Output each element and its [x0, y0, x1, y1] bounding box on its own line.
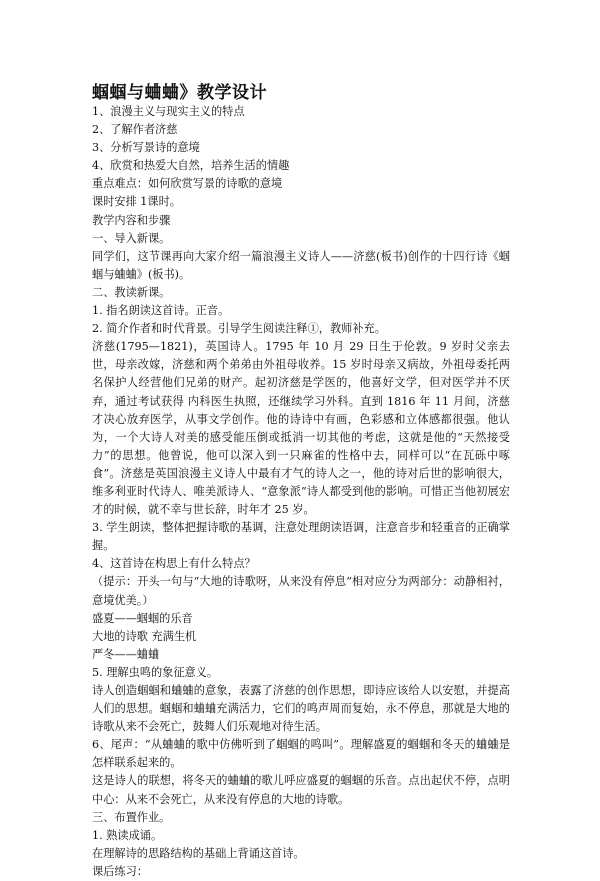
section3-text: 在理解诗的思路结构的基础上背诵这首诗。 [92, 846, 305, 860]
section3-heading: 三、布置作业。 [92, 810, 171, 824]
section2-step6: 6、尾声：“从蛐蛐的歌中仿佛听到了蝈蝈的鸣叫”。理解盛夏的蝈蝈和冬天的蛐蛐是怎样联系起来的。 [92, 738, 510, 770]
section2-heading: 二、教读新课。 [92, 285, 171, 299]
section2-step3: 3. 学生朗读，整体把握诗歌的基调，注意处理朗读语调，注意音步和轻重音的正确掌握。 [92, 521, 510, 553]
section1-heading: 一、导入新课。 [92, 231, 171, 245]
document-body [92, 103, 510, 881]
objective-2: 2、了解作者济慈 [92, 123, 178, 137]
section1-text: 同学们，这节课再向大家介绍一篇浪漫主义诗人——济慈(板书)创作的十四行诗《蝈蝈与蛐蛐》(板书)。 [92, 249, 510, 281]
author-biography: 济慈(1795—1821)，英国诗人。1795 年 10 月 29 日生于伦敦。9 岁时父亲去世，母亲改嫁，济慈和两个弟弟由外祖母收养。15 岁时母亲又病故，外祖母委托两名保护人经营他们兄弟的财产。起初济慈是学医的，他喜好文学，但对医学并不厌弃，通过考试获得 内科医生执照，还继续学习外科。直到 1816 年 11 月间，济慈才决心放弃医学，从事文学创作。他的诗诗中有画，色彩感和立体感都很强。他认为，一个大诗人对美的感受能压倒或抵消一切其他的考虑，这就是他的“天然接受力”的思想。他曾说，他可以深入到一只麻雀的性格中去，同样可以“在瓦砾中啄食”。济慈是英国浪漫主义诗人中最有才气的诗人之一，他的诗对后世的影响很大，维多利亚时代诗人、唯美派诗人、“意象派”诗人都受到他的影响。可惜正当他初展宏才的时候，就不幸与世长辞，时年才 25 岁。 [92, 340, 510, 517]
content-heading: 教学内容和步骤 [92, 213, 171, 227]
summary-line-3: 严冬——蛐蛐 [92, 647, 160, 661]
structure-hint: （提示：开头一句与“大地的诗歌呀，从来没有停息“相对应分为两部分：动静相衬，意境优美。） [92, 575, 510, 607]
section2-step5-text: 诗人创造蝈蝈和蛐蛐的意象，表露了济慈的创作思想，即诗应该给人以安慰，并提高人们的思想。蝈蝈和蛐蛐充满活力，它们的鸣声周而复始，永不停息，那就是大地的诗歌从来不会死亡，鼓舞人们乐观地对待生活。 [92, 684, 510, 734]
objective-1: 1、浪漫主义与现实主义的特点 [92, 105, 245, 118]
page-title: 蝈蝈与蛐蛐》教学设计 [92, 83, 267, 103]
key-points: 重点难点：如何欣赏写景的诗歌的意境 [92, 177, 283, 191]
section3-step1: 1. 熟读成诵。 [92, 828, 163, 842]
objective-3: 3、分析写景诗的意境 [92, 141, 200, 155]
section2-step4: 4、这首诗在构思上有什么特点？ [92, 557, 256, 571]
objective-4: 4、欣赏和热爱大自然，培养生活的情趣 [92, 159, 290, 173]
section2-step2: 2. 简介作者和时代背景。引导学生阅读注释①，教师补充。 [92, 322, 386, 336]
summary-line-1: 盛夏——蝈蝈的乐音 [92, 611, 193, 625]
section2-step6-text: 这是诗人的联想，将冬天的蛐蛐的歌儿呼应盛夏的蝈蝈的乐音。点出起伏不停，点明中心：从来不会死亡，从来没有停息的大地的诗歌。 [92, 774, 510, 806]
summary-line-2: 大地的诗歌 充满生机 [92, 629, 197, 643]
section2-step1: 1. 指名朗读这首诗。正音。 [92, 304, 230, 318]
section2-step5: 5. 理解虫鸣的象征意义。 [92, 665, 219, 679]
exercise-label: 课后练习： [92, 864, 148, 878]
schedule: 课时安排 1课时。 [92, 195, 181, 209]
